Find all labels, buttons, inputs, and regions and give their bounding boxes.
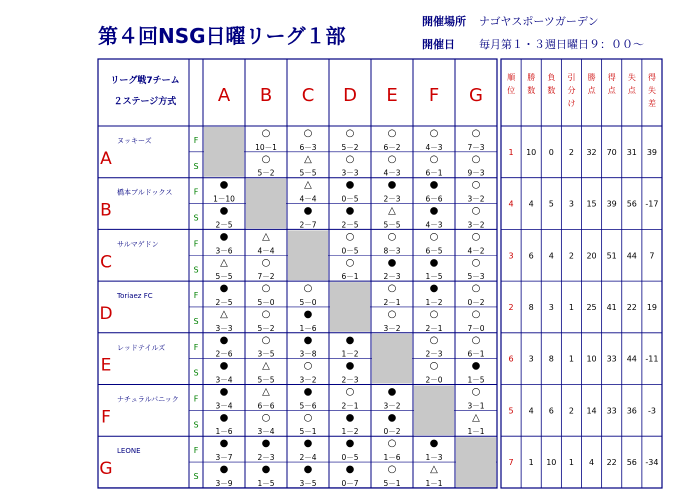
result-score: 5－2 [257, 168, 275, 178]
result-score: 2－7 [299, 220, 317, 230]
result-symbol: ○ [345, 257, 355, 269]
stage-label-s: S [193, 265, 199, 275]
stat-value-4: 20 [586, 251, 597, 261]
result-symbol: ● [387, 386, 397, 398]
result-symbol: ● [219, 334, 229, 346]
result-symbol: ○ [261, 412, 271, 424]
column-header-a: A [217, 85, 231, 106]
stat-value-7: 39 [646, 147, 658, 157]
result-score: 1－1 [425, 478, 443, 488]
result-score: 2－1 [383, 297, 401, 307]
self-match-cell [372, 334, 412, 384]
team-name-c: サルマゲドン [117, 240, 159, 249]
result-symbol: ○ [471, 283, 481, 295]
result-symbol: ○ [303, 360, 313, 372]
column-header-c: C [301, 85, 315, 106]
result-symbol: ○ [471, 205, 481, 217]
result-score: 3－3 [341, 168, 359, 178]
stat-value-7: -17 [645, 199, 659, 209]
result-symbol: ● [219, 205, 229, 217]
result-symbol: ○ [387, 231, 397, 243]
result-symbol: ○ [429, 153, 439, 165]
result-symbol: ○ [429, 360, 439, 372]
result-symbol: ● [429, 205, 439, 217]
result-score: 2－3 [257, 453, 275, 463]
stat-value-5: 33 [606, 406, 617, 416]
result-score: 1－6 [299, 323, 317, 333]
self-match-cell [288, 230, 328, 280]
stat-value-1: 4 [528, 406, 534, 416]
result-score: 2－3 [383, 194, 401, 204]
result-symbol: ○ [387, 128, 397, 139]
team-name-d: Toriaez FC [117, 292, 153, 301]
result-score: 2－5 [215, 220, 233, 230]
stat-value-6: 56 [626, 199, 637, 209]
result-score: 0－2 [467, 297, 485, 307]
result-score: 0－5 [341, 246, 359, 256]
result-score: 4－4 [299, 194, 317, 204]
stat-value-3: 1 [568, 354, 574, 364]
result-symbol: ○ [345, 128, 355, 139]
date-value: 毎月第１・３週日曜日９：００～ [479, 38, 644, 51]
stat-header-2-1: 数 [547, 86, 556, 95]
stat-value-7: 19 [646, 302, 658, 312]
result-score: 3－4 [215, 375, 233, 385]
result-symbol: △ [262, 231, 270, 243]
result-score: 4－4 [257, 246, 275, 256]
stage-label-s: S [193, 420, 199, 430]
result-score: 2－3 [341, 375, 359, 385]
result-score: 5－3 [467, 272, 485, 282]
result-score: 7－0 [467, 323, 485, 333]
result-score: 1－6 [215, 427, 233, 437]
stat-value-4: 25 [586, 302, 597, 312]
result-symbol: ● [429, 438, 439, 450]
result-symbol: △ [304, 153, 312, 165]
result-symbol: △ [430, 464, 438, 476]
stat-header-3-2: け [567, 99, 576, 108]
venue-value: ナゴヤスポーツガーデン [479, 15, 599, 28]
stat-value-3: 3 [568, 199, 574, 209]
stat-header-6-1: 点 [627, 86, 636, 95]
stage-label-f: F [193, 342, 199, 352]
self-match-cell [246, 179, 286, 229]
result-symbol: ○ [387, 283, 397, 295]
result-symbol: ○ [471, 308, 481, 320]
stat-value-0: 1 [508, 147, 514, 157]
result-score: 5－5 [257, 375, 275, 385]
result-score: 9－3 [467, 168, 485, 178]
stage-label-s: S [193, 161, 199, 171]
result-score: 6－1 [425, 168, 443, 178]
result-symbol: ● [345, 360, 355, 372]
stat-header-7-1: 失 [647, 86, 656, 95]
stat-header-5-0: 得 [607, 73, 616, 82]
stat-value-1: 8 [528, 302, 534, 312]
team-name-g: LEONE [117, 447, 141, 456]
result-score: 3－6 [215, 246, 233, 256]
stat-value-6: 56 [626, 458, 637, 468]
stat-value-7: -11 [645, 354, 659, 364]
stage-label-f: F [193, 136, 199, 145]
stat-header-1-0: 勝 [527, 73, 536, 82]
stat-value-4: 15 [586, 199, 597, 209]
result-score: 3－2 [383, 323, 401, 333]
stat-value-1: 10 [526, 147, 537, 157]
result-score: 4－2 [467, 246, 485, 256]
column-header-g: G [469, 85, 483, 106]
stat-value-0: 6 [508, 354, 514, 364]
result-score: 1－2 [425, 297, 443, 307]
column-header-e: E [386, 85, 398, 106]
result-symbol: ● [345, 179, 355, 191]
result-score: 3－1 [467, 401, 485, 411]
result-score: 6－6 [425, 194, 443, 204]
result-symbol: ○ [471, 257, 481, 269]
result-score: 0－5 [341, 453, 359, 463]
result-score: 0－5 [341, 194, 359, 204]
team-name-a: ヌッキーズ [117, 137, 152, 145]
team-name-b: 橋本ブルドックス [117, 188, 173, 197]
result-symbol: ● [219, 231, 229, 243]
stat-header-1-1: 数 [527, 86, 536, 95]
stat-header-5-1: 点 [607, 86, 616, 95]
result-symbol: ○ [261, 308, 271, 320]
stat-value-2: 0 [548, 147, 554, 157]
result-score: 6－1 [341, 272, 359, 282]
result-symbol: ● [345, 438, 355, 450]
result-symbol: ● [303, 308, 313, 320]
stat-header-4-1: 点 [587, 86, 596, 95]
stat-header-3-1: 分 [567, 86, 576, 95]
result-score: 6－3 [299, 142, 317, 152]
stat-header-2-0: 負 [547, 73, 556, 82]
result-symbol: ○ [387, 153, 397, 165]
result-symbol: ● [261, 438, 271, 450]
result-symbol: ● [303, 464, 313, 476]
stat-header-4-0: 勝 [587, 73, 596, 82]
result-symbol: ○ [471, 179, 481, 191]
stat-header-7-2: 差 [647, 99, 656, 108]
result-score: 6－1 [467, 349, 485, 359]
result-score: 2－0 [425, 375, 443, 385]
result-score: 3－8 [299, 349, 317, 359]
result-symbol: ○ [471, 128, 481, 139]
stat-value-5: 51 [606, 251, 617, 261]
stat-value-0: 4 [508, 199, 514, 209]
result-score: 1－2 [341, 427, 359, 437]
stat-value-2: 8 [548, 354, 554, 364]
stage-label-s: S [193, 213, 199, 223]
result-score: 8－3 [383, 246, 401, 256]
result-symbol: ○ [387, 464, 397, 476]
result-score: 5－5 [215, 272, 233, 282]
stage-label-f: F [193, 291, 199, 301]
date-label: 開催日 [422, 38, 455, 51]
stat-value-6: 22 [626, 302, 637, 312]
result-score: 5－1 [383, 478, 401, 488]
self-match-cell [204, 127, 244, 177]
result-score: 3－4 [215, 401, 233, 411]
stat-value-1: 3 [528, 354, 534, 364]
result-symbol: ● [345, 334, 355, 346]
stage-label-f: F [193, 446, 199, 456]
team-letter-g: G [99, 459, 113, 480]
result-symbol: ○ [261, 153, 271, 165]
team-letter-d: D [99, 303, 113, 324]
column-header-f: F [428, 85, 440, 106]
result-symbol: ● [219, 438, 229, 450]
result-symbol: ● [387, 257, 397, 269]
result-symbol: ● [219, 386, 229, 398]
result-symbol: ● [429, 257, 439, 269]
stat-value-5: 70 [606, 147, 617, 157]
result-score: 3－2 [467, 220, 485, 230]
team-name-f: ナチュラルパニック [117, 395, 179, 404]
result-symbol: △ [304, 179, 312, 191]
stat-value-4: 4 [589, 458, 595, 468]
result-score: 2－3 [383, 272, 401, 282]
stat-value-5: 22 [606, 458, 617, 468]
result-score: 3－7 [215, 453, 233, 463]
stat-header-6-0: 失 [627, 73, 636, 82]
result-symbol: ○ [471, 231, 481, 243]
stat-value-1: 6 [528, 251, 534, 261]
result-score: 4－3 [425, 142, 443, 152]
stat-value-0: 5 [508, 406, 514, 416]
result-score: 2－6 [215, 349, 233, 359]
result-symbol: ○ [261, 283, 271, 295]
result-symbol: ○ [471, 153, 481, 165]
result-symbol: ● [471, 360, 481, 372]
stat-value-6: 44 [626, 354, 637, 364]
result-symbol: ● [345, 205, 355, 217]
result-score: 3－5 [257, 349, 275, 359]
result-score: 1－5 [425, 272, 443, 282]
result-symbol: ● [303, 205, 313, 217]
stat-value-5: 41 [606, 302, 617, 312]
result-symbol: ● [387, 412, 397, 424]
result-symbol: ● [345, 464, 355, 476]
result-symbol: ● [345, 412, 355, 424]
result-score: 2－5 [341, 220, 359, 230]
result-symbol: ○ [303, 283, 313, 295]
stat-value-0: 3 [508, 251, 514, 261]
result-score: 1－2 [341, 349, 359, 359]
result-score: 3－2 [299, 375, 317, 385]
result-symbol: ● [219, 412, 229, 424]
stage-label-s: S [193, 316, 199, 326]
self-match-cell [330, 282, 370, 332]
result-symbol: ○ [429, 308, 439, 320]
stat-value-2: 6 [548, 406, 554, 416]
stat-value-4: 32 [586, 147, 597, 157]
stage-label-f: F [193, 394, 199, 404]
result-symbol: ○ [471, 334, 481, 346]
result-symbol: ● [429, 283, 439, 295]
result-symbol: ○ [345, 386, 355, 398]
result-score: 10－1 [255, 142, 277, 152]
result-score: 2－5 [215, 297, 233, 307]
result-score: 5－2 [257, 323, 275, 333]
stat-value-7: -34 [645, 458, 659, 468]
result-score: 5－5 [299, 168, 317, 178]
result-score: 2－3 [425, 349, 443, 359]
column-header-b: B [259, 85, 273, 106]
team-letter-c: C [100, 252, 112, 273]
stat-value-5: 33 [606, 354, 617, 364]
result-score: 3－3 [215, 323, 233, 333]
result-score: 6－5 [425, 246, 443, 256]
self-match-cell [414, 386, 454, 436]
result-symbol: ○ [387, 308, 397, 320]
self-match-cell [456, 437, 496, 487]
stat-value-7: -3 [647, 406, 656, 416]
result-symbol: △ [472, 412, 480, 424]
result-score: 5－1 [299, 427, 317, 437]
result-score: 7－2 [257, 272, 275, 282]
stat-value-1: 4 [528, 199, 534, 209]
team-name-e: レッドテイルズ [117, 343, 166, 352]
result-symbol: ○ [345, 231, 355, 243]
stat-value-2: 5 [548, 199, 554, 209]
stat-value-3: 1 [568, 458, 574, 468]
result-score: 3－5 [299, 478, 317, 488]
stage-label-s: S [193, 368, 199, 378]
result-symbol: ○ [261, 128, 271, 139]
stat-value-7: 7 [649, 251, 655, 261]
result-score: 3－2 [383, 401, 401, 411]
result-score: 2－1 [425, 323, 443, 333]
result-score: 2－1 [341, 401, 359, 411]
team-letter-f: F [101, 407, 111, 428]
stat-value-1: 1 [528, 458, 534, 468]
stat-value-6: 31 [626, 147, 637, 157]
result-score: 3－4 [257, 427, 275, 437]
result-symbol: △ [388, 205, 396, 217]
result-symbol: ○ [303, 412, 313, 424]
result-symbol: ○ [261, 257, 271, 269]
corner-label-1: リーグ戦7チーム [110, 76, 180, 86]
result-score: 1－10 [213, 194, 235, 204]
result-symbol: △ [220, 257, 228, 269]
stage-label-s: S [193, 472, 199, 482]
result-score: 6－6 [257, 401, 275, 411]
result-symbol: ● [387, 179, 397, 191]
stat-value-4: 14 [586, 406, 597, 416]
result-score: 3－2 [467, 194, 485, 204]
result-symbol: ○ [261, 334, 271, 346]
result-symbol: △ [262, 386, 270, 398]
result-score: 7－3 [467, 142, 485, 152]
stage-label-f: F [193, 239, 199, 249]
result-symbol: ● [303, 334, 313, 346]
result-symbol: △ [220, 308, 228, 320]
result-symbol: ● [219, 283, 229, 295]
stat-value-3: 2 [568, 406, 574, 416]
result-symbol: ● [303, 438, 313, 450]
result-score: 2－4 [299, 453, 317, 463]
team-letter-a: A [100, 148, 112, 169]
result-score: 0－2 [383, 427, 401, 437]
result-score: 1－1 [467, 427, 485, 437]
stage-label-f: F [193, 187, 199, 197]
result-score: 5－6 [299, 401, 317, 411]
result-score: 6－2 [383, 142, 401, 152]
team-letter-b: B [100, 200, 112, 221]
result-score: 1－5 [257, 478, 275, 488]
stat-value-3: 2 [568, 251, 574, 261]
stat-value-2: 4 [548, 251, 554, 261]
result-score: 5－5 [383, 220, 401, 230]
result-symbol: ○ [345, 153, 355, 165]
stat-value-2: 10 [546, 458, 557, 468]
result-score: 1－3 [425, 453, 443, 463]
result-symbol: ● [219, 464, 229, 476]
page-title: 第４回NSG日曜リーグ１部 [98, 24, 346, 48]
stat-value-3: 1 [568, 302, 574, 312]
result-symbol: ● [429, 179, 439, 191]
stat-value-3: 2 [568, 147, 574, 157]
result-symbol: ○ [429, 128, 439, 139]
stat-value-2: 3 [548, 302, 554, 312]
result-symbol: ● [303, 386, 313, 398]
result-score: 3－9 [215, 478, 233, 488]
result-score: 4－3 [383, 168, 401, 178]
corner-label-2: ２ステージ方式 [113, 97, 177, 107]
result-symbol: ○ [429, 334, 439, 346]
stat-header-0-0: 順 [507, 73, 516, 82]
result-score: 5－0 [257, 297, 275, 307]
stat-value-0: 2 [508, 302, 514, 312]
result-score: 4－3 [425, 220, 443, 230]
stat-value-6: 36 [626, 406, 637, 416]
result-symbol: ○ [387, 438, 397, 450]
team-letter-e: E [100, 355, 112, 376]
result-score: 5－2 [341, 142, 359, 152]
stat-header-7-0: 得 [647, 73, 656, 82]
result-score: 5－0 [299, 297, 317, 307]
result-symbol: ○ [471, 386, 481, 398]
result-score: 1－5 [467, 375, 485, 385]
result-symbol: ○ [303, 128, 313, 139]
stat-header-0-1: 位 [507, 86, 516, 95]
result-symbol: ○ [429, 231, 439, 243]
stat-value-6: 44 [626, 251, 637, 261]
result-symbol: ● [219, 360, 229, 372]
result-score: 0－7 [341, 478, 359, 488]
venue-label: 開催場所 [422, 15, 466, 28]
stat-value-4: 10 [586, 354, 597, 364]
column-header-d: D [343, 85, 357, 106]
stat-value-0: 7 [508, 458, 514, 468]
result-score: 1－6 [383, 453, 401, 463]
stat-value-5: 39 [606, 199, 617, 209]
result-symbol: ● [219, 179, 229, 191]
stat-header-3-0: 引 [567, 73, 576, 82]
result-symbol: ● [261, 464, 271, 476]
result-symbol: △ [262, 360, 270, 372]
